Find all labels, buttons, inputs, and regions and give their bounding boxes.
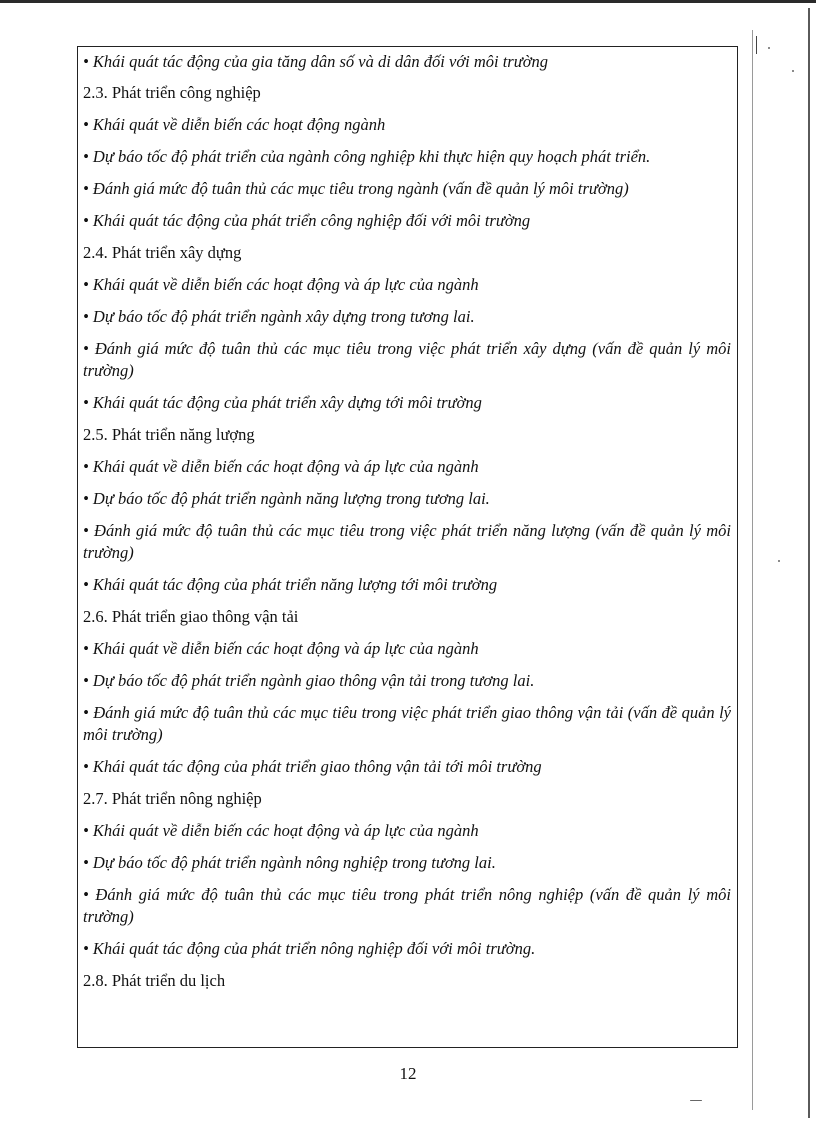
- scan-speck: [690, 1100, 702, 1101]
- section-heading: 2.3. Phát triển công nghiệp: [83, 83, 261, 102]
- bullet-item: • Đánh giá mức độ tuân thủ các mục tiêu trong việc phát triển giao thông vận tải (vấn đề quản lý môi trường): [83, 703, 731, 744]
- scan-margin-line: [756, 36, 757, 54]
- bullet-item: • Khái quát về diễn biến các hoạt động và áp lực của ngành: [83, 639, 479, 658]
- top-edge-rule: [0, 0, 816, 3]
- bullet-item: • Đánh giá mức độ tuân thủ các mục tiêu trong ngành (vấn đề quản lý môi trường): [83, 179, 629, 198]
- bullet-item: • Dự báo tốc độ phát triển ngành xây dựng trong tương lai.: [83, 307, 475, 326]
- section-heading: 2.4. Phát triển xây dựng: [83, 243, 242, 262]
- bullet-item: • Dự báo tốc độ phát triển ngành giao thông vận tải trong tương lai.: [83, 671, 535, 690]
- bullet-item: • Đánh giá mức độ tuân thủ các mục tiêu trong việc phát triển xây dựng (vấn đề quản lý môi trường): [83, 339, 731, 380]
- scan-speck: [778, 560, 780, 562]
- section-heading: 2.5. Phát triển năng lượng: [83, 425, 255, 444]
- section-heading: 2.8. Phát triển du lịch: [83, 971, 226, 990]
- bullet-item: • Khái quát tác động của phát triển công nghiệp đối với môi trường: [83, 211, 531, 230]
- bullet-item: • Khái quát về diễn biến các hoạt động ngành: [83, 115, 386, 134]
- bullet-item: • Dự báo tốc độ phát triển ngành năng lượng trong tương lai.: [83, 489, 490, 508]
- bullet-item: • Khái quát tác động của gia tăng dân số và di dân đối với môi trường: [83, 52, 549, 71]
- scan-speck: [792, 70, 794, 72]
- bullet-item: • Đánh giá mức độ tuân thủ các mục tiêu trong việc phát triển năng lượng (vấn đề quản lý môi trường): [83, 521, 731, 562]
- bullet-item: • Khái quát tác động của phát triển nông nghiệp đối với môi trường.: [83, 939, 536, 958]
- bullet-item: • Dự báo tốc độ phát triển của ngành công nghiệp khi thực hiện quy hoạch phát triển.: [83, 147, 651, 166]
- bullet-item: • Khái quát tác động của phát triển giao thông vận tải tới môi trường: [83, 757, 542, 776]
- section-heading: 2.6. Phát triển giao thông vận tải: [83, 607, 299, 626]
- bullet-item: • Khái quát tác động của phát triển xây dựng tới môi trường: [83, 393, 482, 412]
- scan-margin-line: [752, 30, 753, 1110]
- scan-speck: [768, 47, 770, 49]
- bullet-item: • Dự báo tốc độ phát triển ngành nông nghiệp trong tương lai.: [83, 853, 496, 872]
- scan-margin-line: [808, 8, 810, 1118]
- content-box: [77, 46, 738, 1048]
- bullet-item: • Khái quát về diễn biến các hoạt động và áp lực của ngành: [83, 821, 479, 840]
- page-number: 12: [399, 1064, 417, 1083]
- section-heading: 2.7. Phát triển nông nghiệp: [83, 789, 262, 808]
- bullet-item: • Đánh giá mức độ tuân thủ các mục tiêu trong phát triển nông nghiệp (vấn đề quản lý môi trường): [83, 885, 731, 926]
- bullet-item: • Khái quát tác động của phát triển năng lượng tới môi trường: [83, 575, 498, 594]
- bullet-item: • Khái quát về diễn biến các hoạt động và áp lực của ngành: [83, 457, 479, 476]
- bullet-item: • Khái quát về diễn biến các hoạt động và áp lực của ngành: [83, 275, 479, 294]
